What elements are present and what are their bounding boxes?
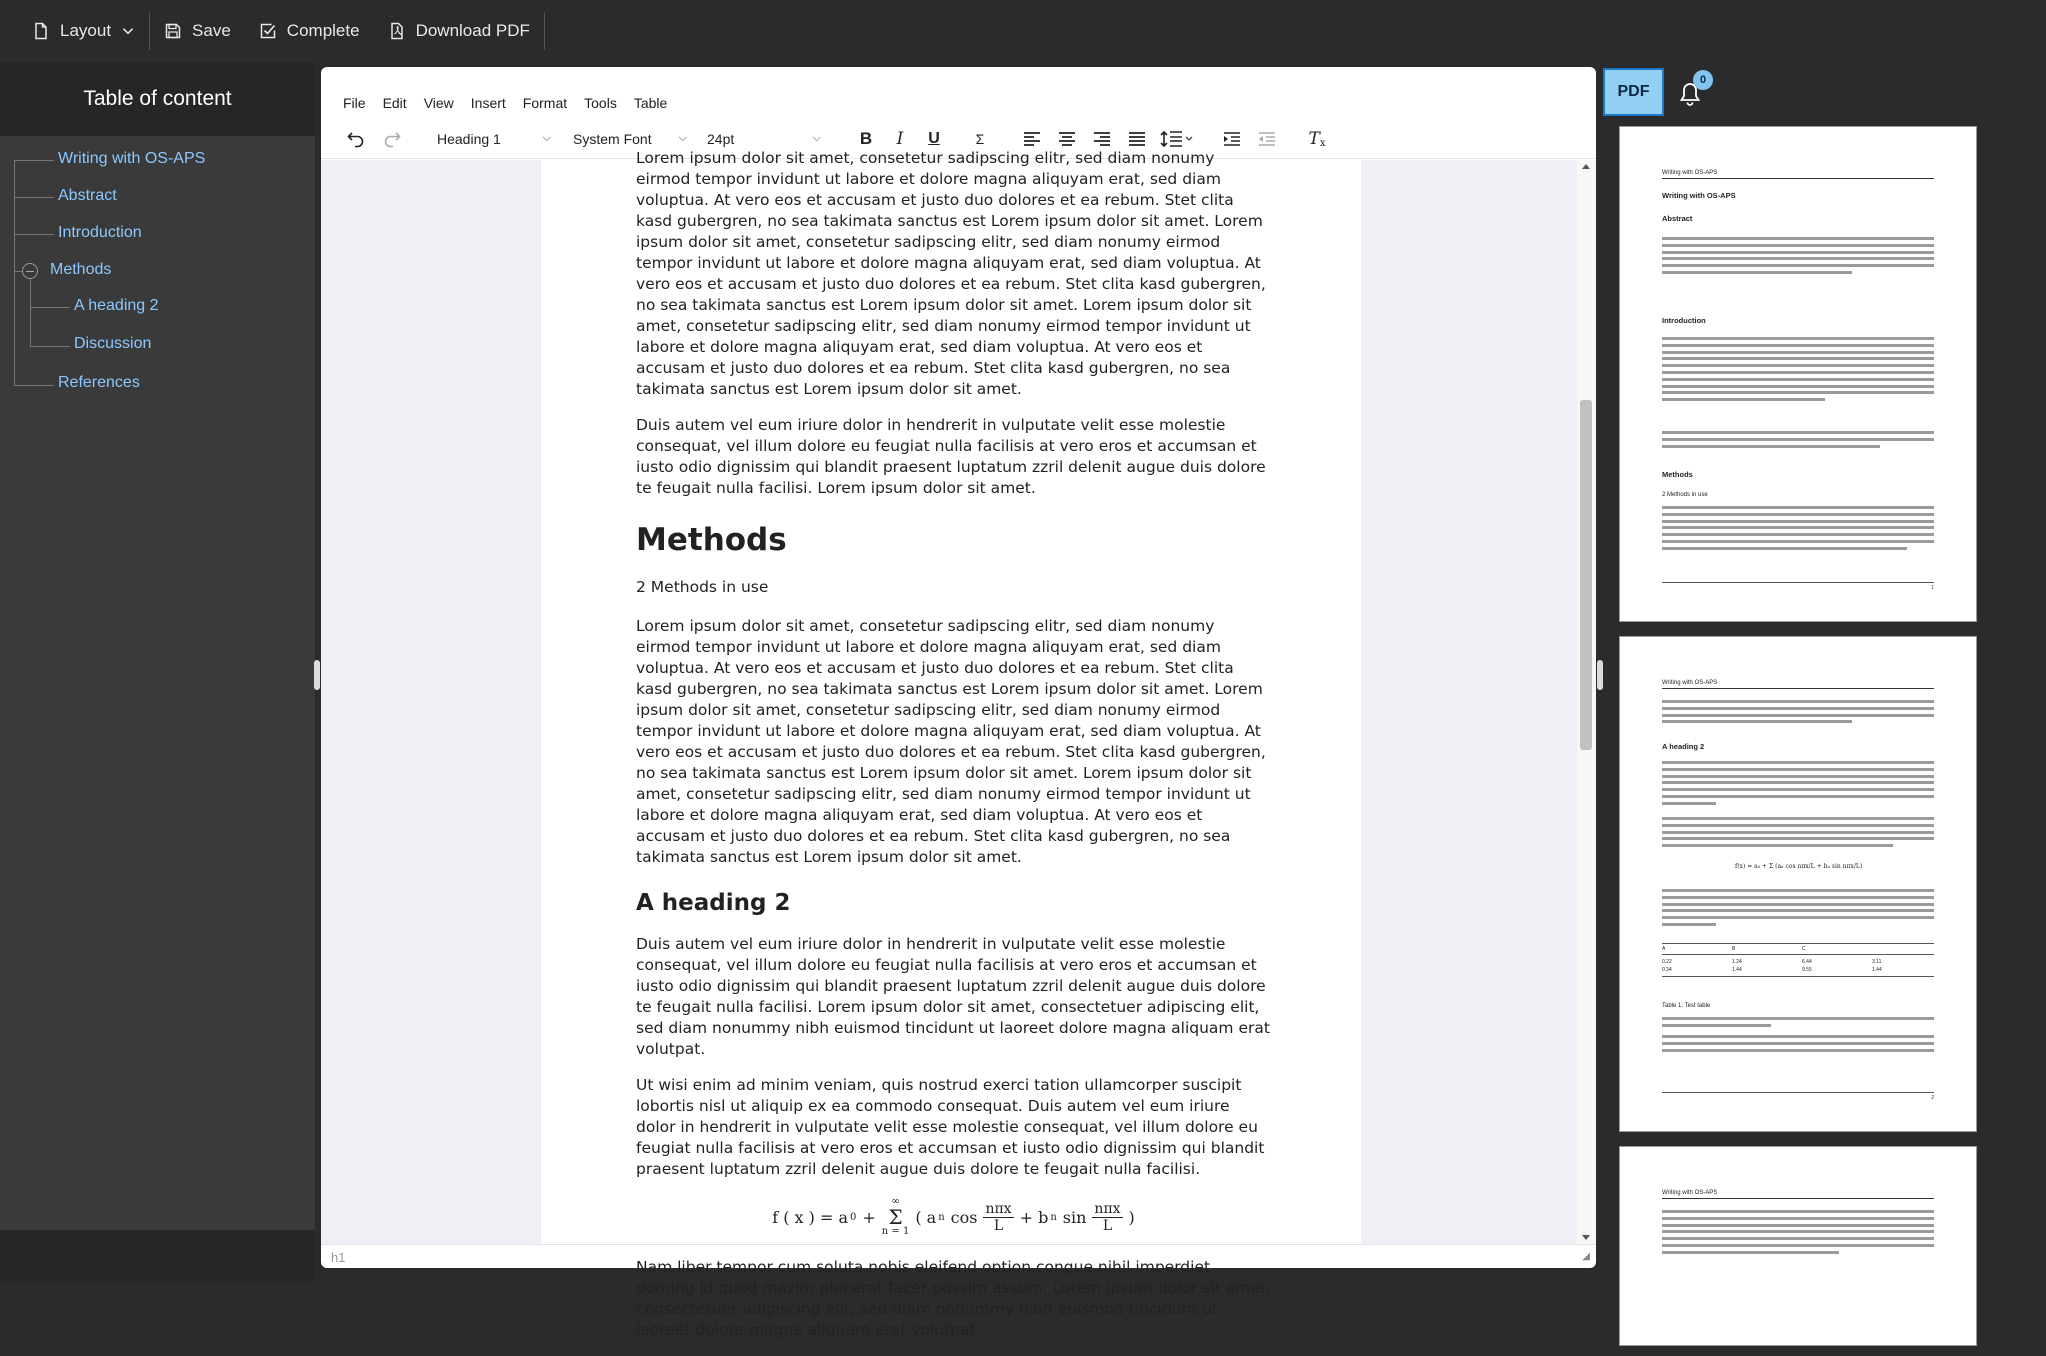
text-block <box>1662 506 1934 554</box>
toolbar-divider <box>544 12 545 50</box>
table-header: C <box>1802 946 1806 952</box>
menu-tools[interactable]: Tools <box>584 95 617 111</box>
sigma-math-icon[interactable]: Σ <box>975 130 985 147</box>
formula-plus: + <box>862 1207 876 1227</box>
sum-upper: ∞ <box>891 1196 900 1207</box>
text-block <box>1662 1035 1934 1055</box>
paragraph[interactable]: Nam liber tempor cum soluta nobis eleifend option congue nihil imperdiet doming id quod mazim placerat facer possim assum. Lorem ipsum dolor sit amet, consectetuer adipiscing elit, sed diam nonummy nibh euismod tincidunt ut laoreet dolore magna aliquam erat volutpat. <box>636 1258 1271 1339</box>
left-resize-handle[interactable] <box>314 660 320 690</box>
toc-item-writing-with-os-aps[interactable]: Writing with OS-APS <box>58 150 206 167</box>
menu-table[interactable]: Table <box>633 95 668 111</box>
paragraph[interactable]: Lorem ipsum dolor sit amet, consetetur sadipscing elitr, sed diam nonumy eirmod tempor invidunt ut labore et dolore magna aliquyam erat, sed diam voluptua. At vero eos et accusam et justo duo dolores et ea rebum. Stet clita kasd gubergren, no sea takimata sanctus est Lorem ipsum dolor sit amet. Lorem ipsum dolor sit amet, consetetur sadipscing elitr, sed diam nonumy eirmod tempor invidunt ut labore et dolore magna aliquyam erat, sed diam voluptua. At vero eos et accusam et justo duo dolores et ea rebum. Stet clita kasd gubergren, no sea takimata sanctus est Lorem ipsum dolor sit amet. Lorem ipsum dolor sit amet, consetetur sadipscing elitr, sed diam nonumy eirmod tempor invidunt ut labore et dolore magna aliquyam erat, sed diam voluptua. At vero eos et accusam et justo duo dolores et ea rebum. Stet clita kasd gubergren, no sea takimata sanctus est Lorem ipsum dolor sit amet. <box>636 617 1266 866</box>
toc-item-references[interactable]: References <box>58 374 140 391</box>
menu-view[interactable]: View <box>423 95 454 111</box>
toc-tree-line <box>14 234 54 235</box>
italic-icon[interactable]: I <box>896 128 904 149</box>
page-footer-line <box>1662 582 1934 583</box>
complete-label: Complete <box>286 21 360 40</box>
table-cell: 9.55 <box>1802 967 1812 973</box>
table-header: B <box>1732 946 1736 952</box>
fraction-denominator: L <box>1102 1217 1113 1234</box>
download-pdf-label: Download PDF <box>415 21 530 40</box>
paragraph[interactable]: Ut wisi enim ad minim veniam, quis nostrud exerci tation ullamcorper suscipit lobortis nisl ut aliquip ex ea commodo consequat. Duis autem vel eum iriure dolor in hendrerit in vulputate velit esse molestie consequat, vel illum dolore eu feugiat nulla facilisis at vero eros et accumsan et iusto odio dignissim qui blandit praesent luptatum zzril delenit augue duis dolore te feugait nulla facilisi. <box>636 1076 1265 1178</box>
page-heading-a-heading-2: A heading 2 <box>1662 742 1705 751</box>
text-block <box>1662 889 1934 930</box>
formula-close: ) <box>1128 1207 1135 1227</box>
formula-cos: cos <box>950 1207 978 1227</box>
formula-plus-b: + b <box>1019 1207 1049 1227</box>
complete-button[interactable] <box>245 13 374 49</box>
preview-header <box>1603 67 2046 120</box>
page-heading-methods: Methods <box>1662 470 1693 479</box>
page-formula: f(x) = a₀ + Σ (aₙ cos nπx/L + bₙ sin nπx/L) <box>1735 863 1863 870</box>
notification-count-badge: 0 <box>1693 70 1713 90</box>
toc-tree-line <box>14 271 22 272</box>
toc-item-introduction[interactable]: Introduction <box>58 224 142 241</box>
table-cell: 3.11 <box>1872 959 1882 965</box>
toc-item-methods[interactable]: Methods <box>50 261 112 278</box>
text-block <box>1662 431 1934 451</box>
layout-label: Layout <box>60 21 112 40</box>
undo-icon[interactable] <box>341 124 371 154</box>
table-of-content-panel <box>0 62 315 1230</box>
scroll-up-icon[interactable] <box>1582 164 1590 169</box>
underline-icon[interactable]: U <box>928 129 940 147</box>
page-title: Writing with OS-APS <box>1662 191 1736 200</box>
menu-bar <box>321 67 1596 119</box>
scroll-down-icon[interactable] <box>1582 1235 1590 1240</box>
toc-tree-line <box>14 197 54 198</box>
formula-a0-sub: 0 <box>850 1211 857 1223</box>
editor-frame <box>321 67 1596 1339</box>
fraction-denominator: L <box>993 1217 1004 1234</box>
save-button[interactable] <box>150 13 245 49</box>
menu-insert[interactable]: Insert <box>470 95 506 111</box>
table-caption: Table 1: Test table <box>1662 1003 1711 1009</box>
chevron-down-icon: ⌵ <box>812 132 821 144</box>
table-cell: 0.22 <box>1662 959 1672 965</box>
table-cell: 1.44 <box>1732 967 1742 973</box>
paragraph[interactable]: Duis autem vel eum iriure dolor in hendrerit in vulputate velit esse molestie consequat, vel illum dolore eu feugiat nulla facilisis at vero eros et accumsan et iusto odio dignissim qui blandit praesent luptatum zzril delenit augue duis dolore te feugait nulla facilisi. Lorem ipsum dolor sit amet. <box>636 416 1266 497</box>
chevron-down-icon <box>121 24 135 38</box>
toc-footer <box>0 1230 315 1281</box>
pdf-table <box>1662 943 1934 977</box>
formula-sin: sin <box>1062 1207 1087 1227</box>
formula-fraction <box>983 1201 1013 1234</box>
table-cell: 6.44 <box>1802 959 1812 965</box>
chevron-down-icon: ⌵ <box>542 132 551 144</box>
fraction-numerator: nπx <box>985 1200 1012 1217</box>
collapse-icon[interactable] <box>22 263 38 279</box>
page-running-header: Writing with OS-APS <box>1662 170 1934 179</box>
toc-title: Table of content <box>0 62 315 136</box>
menu-edit[interactable]: Edit <box>382 95 407 111</box>
element-path[interactable]: h1 <box>331 1250 346 1265</box>
sum-symbol: Σ <box>888 1205 903 1229</box>
page-methods-sub: 2 Methods in use <box>1662 492 1708 498</box>
toc-tree-line <box>14 160 54 161</box>
pdf-page-3[interactable] <box>1619 1146 1977 1346</box>
pdf-page-1[interactable] <box>1619 126 1977 622</box>
formula-fraction <box>1092 1201 1122 1234</box>
formula-sum <box>882 1197 910 1237</box>
pdf-page-2[interactable] <box>1619 636 1977 1132</box>
text-block <box>1662 337 1934 405</box>
math-formula[interactable] <box>636 1195 1271 1239</box>
page-running-header: Writing with OS-APS <box>1662 680 1934 689</box>
toc-tree-line <box>30 307 70 308</box>
toc-tree <box>0 136 315 391</box>
toc-item-discussion[interactable]: Discussion <box>74 335 152 352</box>
text-block <box>1662 761 1934 809</box>
text-block <box>1662 1017 1934 1031</box>
menu-file[interactable]: File <box>343 95 366 111</box>
clear-formatting-icon[interactable]: T x <box>1308 128 1326 149</box>
pdf-preview-panel[interactable] <box>1603 120 2046 1281</box>
toc-tree-line <box>14 385 54 386</box>
pdf-preview-button[interactable]: PDF <box>1603 68 1664 116</box>
editor-scrollbar[interactable] <box>1577 160 1596 1244</box>
resize-grip-icon[interactable]: ◢ <box>1582 1251 1590 1262</box>
fraction-numerator: nπx <box>1094 1200 1121 1217</box>
paragraph[interactable]: Duis autem vel eum iriure dolor in hendrerit in vulputate velit esse molestie consequat, vel illum dolore eu feugiat nulla facilisis at vero eros et accumsan et iusto odio dignissim qui blandit praesent luptatum zzril delenit augue duis dolore te feugait nulla facilisi. Lorem ipsum dolor sit amet, consectetuer adipiscing elit, sed diam nonummy nibh euismod tincidunt ut laoreet dolore magna aliquam erat volutpat. <box>636 935 1270 1058</box>
document-content[interactable] <box>636 148 1271 1356</box>
page-number: 1 <box>1931 585 1934 591</box>
bold-icon[interactable]: B <box>859 128 873 148</box>
methods-subheading[interactable]: 2 Methods in use <box>636 578 769 596</box>
document-page[interactable] <box>541 149 1361 1339</box>
toc-tree-line <box>14 160 15 385</box>
table-cell: 1.44 <box>1872 967 1882 973</box>
menu-format[interactable]: Format <box>522 95 568 111</box>
block-format-value: Heading 1 <box>437 130 501 147</box>
text-block <box>1662 1210 1934 1258</box>
block-format-select[interactable] <box>429 125 559 153</box>
formula-bn-sub: n <box>1050 1211 1057 1223</box>
heading-a-heading-2[interactable]: A heading 2 <box>636 890 791 916</box>
font-size-value: 24pt <box>707 130 735 147</box>
font-family-value: System Font <box>573 130 652 147</box>
scrollbar-thumb[interactable] <box>1580 400 1592 750</box>
paragraph[interactable]: Lorem ipsum dolor sit amet, consetetur sadipscing elitr, sed diam nonumy eirmod tempor invidunt ut labore et dolore magna aliquyam erat, sed diam voluptua. At vero eos et accusam et justo duo dolores et ea rebum. Stet clita kasd gubergren, no sea takimata sanctus est Lorem ipsum dolor sit amet. Lorem ipsum dolor sit amet, consetetur sadipscing elitr, sed diam nonumy eirmod tempor invidunt ut labore et dolore magna aliquyam erat, sed diam voluptua. At vero eos et accusam et justo duo dolores et ea rebum. Stet clita kasd gubergren, no sea takimata sanctus est Lorem ipsum dolor sit amet. Lorem ipsum dolor sit amet, consetetur sadipscing elitr, sed diam nonumy eirmod tempor invidunt ut labore et dolore magna aliquyam erat, sed diam voluptua. At vero eos et accusam et justo duo dolores et ea rebum. Stet clita kasd gubergren, no sea takimata sanctus est Lorem ipsum dolor sit amet. <box>636 149 1266 398</box>
text-block <box>1662 237 1934 278</box>
formula-an-sub: n <box>938 1211 945 1223</box>
chevron-down-icon: ⌵ <box>678 132 687 144</box>
formula-lhs: f ( x ) = a <box>772 1207 848 1227</box>
floppy-disk-icon <box>164 22 182 40</box>
pdf-file-icon <box>388 22 406 40</box>
page-heading-introduction: Introduction <box>1662 316 1706 325</box>
page-footer-line <box>1662 1092 1934 1093</box>
document-icon <box>32 22 50 40</box>
page-heading-abstract: Abstract <box>1662 214 1693 223</box>
toc-tree-line <box>30 346 70 347</box>
checkbox-check-icon <box>259 22 277 40</box>
download-pdf-button[interactable] <box>374 13 544 49</box>
redo-icon[interactable] <box>377 124 407 154</box>
save-label: Save <box>192 21 231 40</box>
text-block <box>1662 700 1934 727</box>
toc-item-a-heading-2[interactable]: A heading 2 <box>74 297 159 314</box>
top-bar <box>0 0 2046 62</box>
table-cell: 1.24 <box>1732 959 1742 965</box>
toc-tree-line <box>30 279 31 346</box>
formula-open: ( a <box>915 1207 937 1227</box>
page-running-header: Writing with OS-APS <box>1662 1190 1934 1199</box>
text-block <box>1662 817 1934 851</box>
layout-menu-button[interactable] <box>18 13 149 49</box>
toc-item-abstract[interactable]: Abstract <box>58 187 117 204</box>
table-header: A <box>1662 946 1666 952</box>
page-number: 2 <box>1931 1095 1934 1101</box>
table-cell: 0.34 <box>1662 967 1672 973</box>
heading-methods[interactable]: Methods <box>636 522 787 558</box>
status-bar <box>321 1244 1596 1268</box>
sum-lower: n = 1 <box>881 1226 910 1237</box>
